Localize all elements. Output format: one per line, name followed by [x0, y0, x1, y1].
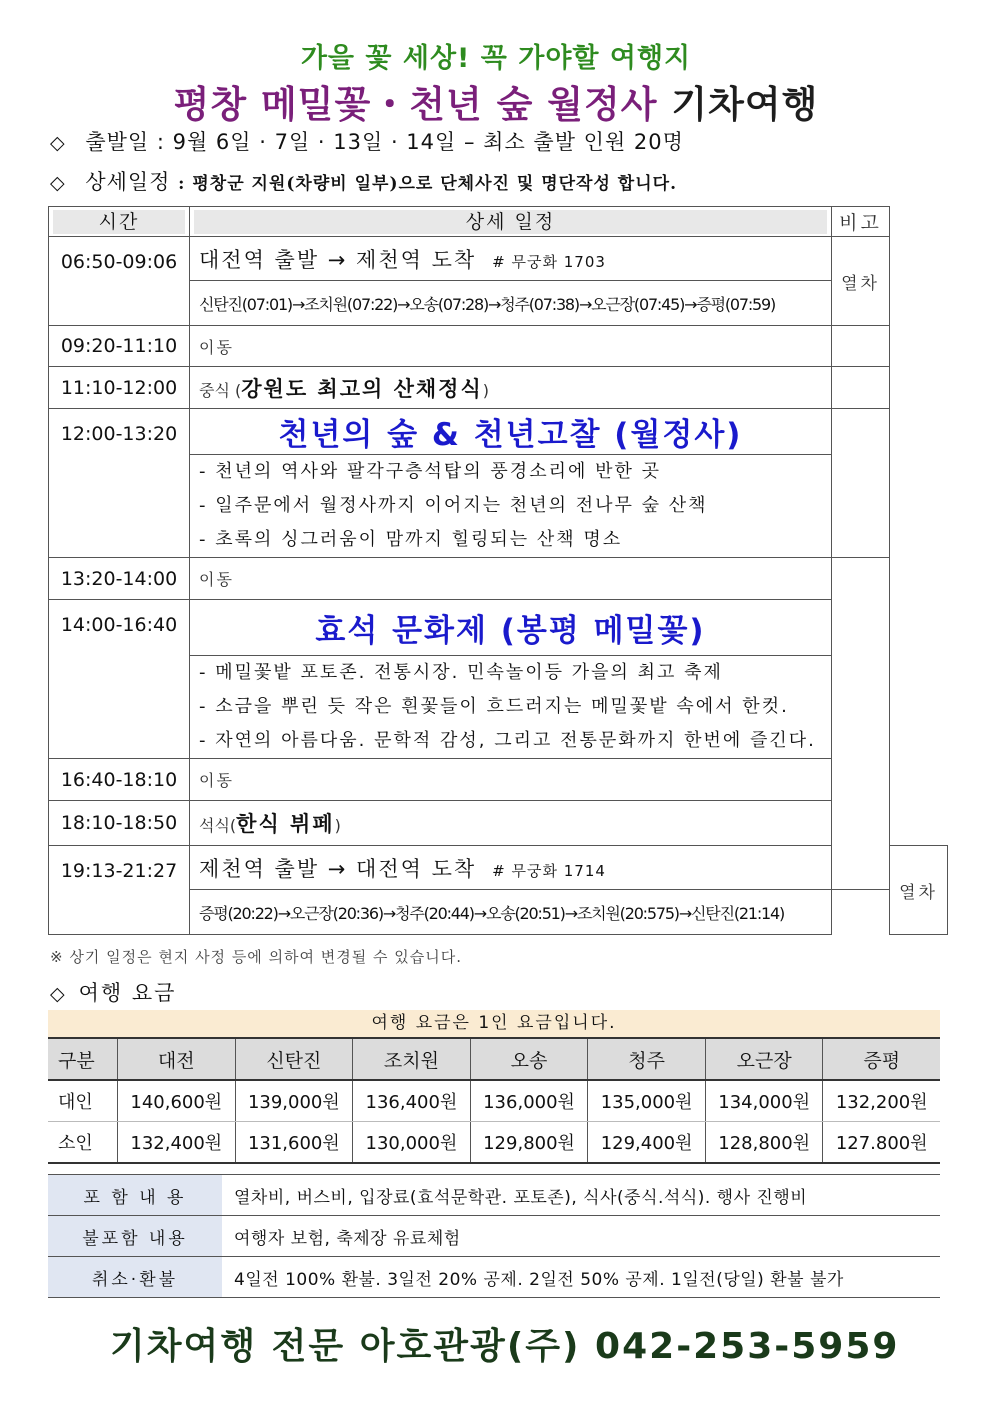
highlight-title: 효석 문화제 (봉평 메밀꽃) — [190, 600, 832, 656]
fare-col-header: 대전 — [118, 1038, 236, 1080]
schedule-row — [49, 801, 948, 846]
fare-cell: 136,400원 — [353, 1080, 471, 1122]
diamond-outline-icon: ◇ — [50, 172, 66, 194]
row-time: 09:20-11:10 — [49, 326, 190, 367]
bullet-item: - 천년의 역사와 팔각구층석탑의 풍경소리에 반한 곳 — [199, 461, 661, 482]
info-label: 포 함 내 용 — [48, 1175, 222, 1216]
title-main: 평창 메밀꽃・천년 숲 월정사 — [173, 83, 658, 126]
detail-schedule-note: : 평창군 지원(차량비 일부)으로 단체사진 및 명단작성 합니다. — [178, 174, 677, 194]
fare-cell: 129,400원 — [588, 1122, 706, 1164]
bullet-item: - 소금을 뿌린 듯 작은 흰꽃들이 흐드러지는 메밀꽃밭 속에서 한컷. — [199, 696, 789, 717]
header-detail: 상세 일정 — [190, 207, 832, 237]
fare-cell: 129,800원 — [470, 1122, 588, 1164]
fare-heading: ◇ 여행 요금 — [50, 981, 177, 1005]
row-note — [832, 558, 890, 890]
departure-line — [50, 126, 684, 156]
departure-dates: 9월 6일 · 7일 · 13일 · 14일 – 최소 출발 인원 20명 — [172, 130, 684, 154]
departure-label: 출발일 : — [85, 130, 165, 154]
fare-table — [48, 1037, 940, 1164]
fare-banner: 여행 요금은 1인 요금입니다. — [48, 1010, 940, 1037]
row-note — [832, 367, 890, 409]
station-list: 증평(20:22)→오근장(20:36)→청주(20:44)→오송(20:51)→조치원(20:575)→신탄진(21:14) — [190, 890, 832, 935]
bullet-item: - 초록의 싱그러움이 맘까지 힐링되는 산책 명소 — [199, 529, 623, 550]
row-time: 19:13-21:27 — [49, 846, 190, 935]
info-table — [48, 1174, 940, 1298]
row-time: 16:40-18:10 — [49, 759, 190, 801]
schedule-row — [49, 367, 948, 409]
row-time: 13:20-14:00 — [49, 558, 190, 600]
row-note: 열차 — [890, 846, 948, 935]
fare-cell: 136,000원 — [470, 1080, 588, 1122]
detail-schedule-label: 상세일정 — [85, 170, 171, 194]
title-suffix: 기차여행 — [671, 83, 819, 126]
fare-cell: 140,600원 — [118, 1080, 236, 1122]
fare-col-header: 오송 — [470, 1038, 588, 1080]
fare-cell: 128,800원 — [705, 1122, 823, 1164]
info-row — [48, 1257, 940, 1298]
row-text: 이동 — [190, 558, 832, 600]
fare-cell: 132,200원 — [823, 1080, 940, 1122]
fare-col-header: 청주 — [588, 1038, 706, 1080]
bullet-list — [190, 455, 832, 558]
station-list: 신탄진(07:01)→조치원(07:22)→오송(07:28)→청주(07:38)→오근장(07:45)→증평(07:59) — [190, 281, 832, 326]
info-value: 여행자 보험, 축제장 유료체험 — [222, 1216, 940, 1257]
row-time: 14:00-16:40 — [49, 600, 190, 759]
header-note: 비고 — [832, 207, 890, 237]
row-note — [832, 326, 890, 367]
row-time: 18:10-18:50 — [49, 801, 190, 846]
fare-row — [48, 1080, 940, 1122]
schedule-row — [49, 409, 948, 455]
schedule-table — [48, 206, 948, 935]
row-time: 11:10-12:00 — [49, 367, 190, 409]
schedule-row — [49, 326, 948, 367]
train-number: # 무궁화 1703 — [492, 252, 606, 271]
info-label: 불포함 내용 — [48, 1216, 222, 1257]
row-text: 이동 — [190, 326, 832, 367]
schedule-footnote: ※ 상기 일정은 현지 사정 등에 의하여 변경될 수 있습니다. — [50, 948, 463, 966]
fare-col-header: 신탄진 — [235, 1038, 353, 1080]
row-time: 12:00-13:20 — [49, 409, 190, 558]
page-title — [0, 74, 992, 128]
info-value: 4일전 100% 환불. 3일전 20% 공제. 2일전 50% 공제. 1일전(당일) 환불 불가 — [222, 1257, 940, 1298]
info-label: 취소·환불 — [48, 1257, 222, 1298]
schedule-row — [49, 237, 948, 281]
fare-cell: 132,400원 — [118, 1122, 236, 1164]
bullet-list — [190, 656, 832, 759]
row-time: 06:50-09:06 — [49, 237, 190, 326]
bullet-item: - 메밀꽃밭 포토존. 전통시장. 민속놀이등 가을의 최고 축제 — [199, 662, 723, 683]
fare-cell: 131,600원 — [235, 1122, 353, 1164]
row-main: 제천역 출발 → 대전역 도착 # 무궁화 1714 — [190, 846, 832, 890]
info-value: 열차비, 버스비, 입장료(효석문학관. 포토존), 식사(중식.석식). 행사 진행비 — [222, 1175, 940, 1216]
fare-col-header: 오근장 — [705, 1038, 823, 1080]
info-row — [48, 1175, 940, 1216]
fare-cell: 대인 — [48, 1080, 118, 1122]
fare-cell: 134,000원 — [705, 1080, 823, 1122]
fare-col-header: 조치원 — [353, 1038, 471, 1080]
diamond-outline-icon: ◇ — [50, 132, 66, 154]
fare-cell: 130,000원 — [353, 1122, 471, 1164]
fare-cell: 127.800원 — [823, 1122, 940, 1164]
info-row — [48, 1216, 940, 1257]
schedule-row — [49, 558, 948, 600]
schedule-header-row — [49, 207, 948, 237]
row-text: 이동 — [190, 759, 832, 801]
fare-row — [48, 1122, 940, 1164]
fare-col-header: 증평 — [823, 1038, 940, 1080]
header-time: 시간 — [49, 207, 190, 237]
bullet-item: - 자연의 아름다움. 문학적 감성, 그리고 전통문화까지 한번에 즐긴다. — [199, 730, 816, 751]
fare-cell: 소인 — [48, 1122, 118, 1164]
fare-col-header: 구분 — [48, 1038, 118, 1080]
row-note — [832, 409, 890, 558]
detail-schedule-line — [50, 166, 677, 196]
row-meal: 석식(한식 뷔페) — [190, 801, 832, 846]
page-subtitle: 가을 꽃 세상! 꼭 가야할 여행지 — [300, 43, 692, 74]
schedule-row — [49, 759, 948, 801]
schedule-row — [49, 846, 948, 890]
footer-contact: 기차여행 전문 아호관광(주) 042-253-5959 — [110, 1326, 900, 1367]
schedule-row — [49, 600, 948, 656]
row-main: 대전역 출발 → 제천역 도착 # 무궁화 1703 — [190, 237, 832, 281]
row-note: 열차 — [832, 237, 890, 326]
highlight-title: 천년의 숲 & 천년고찰 (월정사) — [190, 409, 832, 455]
train-number: # 무궁화 1714 — [492, 861, 606, 880]
row-meal: 중식 (강원도 최고의 산채정식) — [190, 367, 832, 409]
fare-header-row — [48, 1038, 940, 1080]
fare-cell: 139,000원 — [235, 1080, 353, 1122]
diamond-outline-icon: ◇ — [50, 983, 67, 1005]
bullet-item: - 일주문에서 월정사까지 이어지는 천년의 전나무 숲 산책 — [199, 495, 708, 516]
fare-cell: 135,000원 — [588, 1080, 706, 1122]
